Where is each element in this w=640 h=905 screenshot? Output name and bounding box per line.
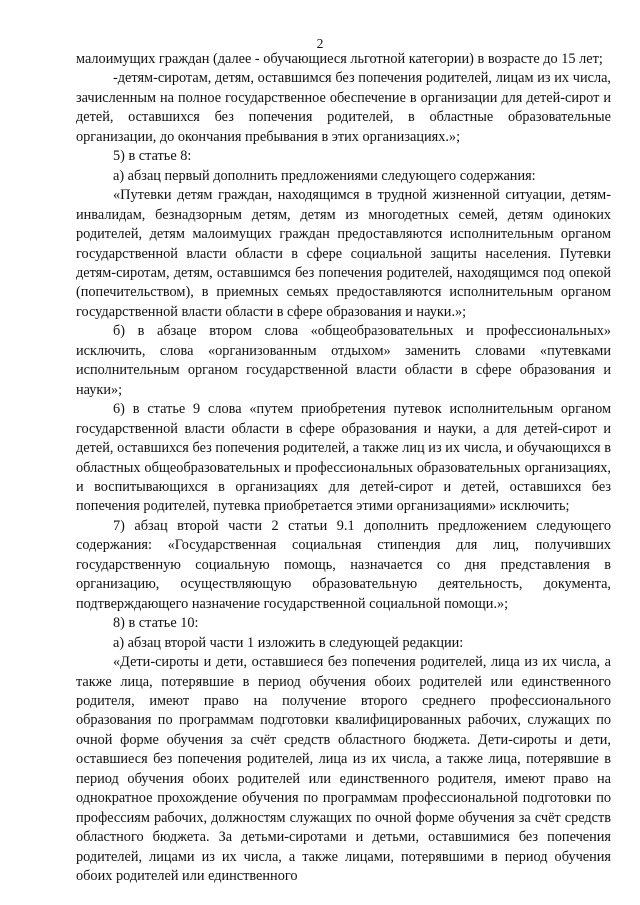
- page-number: 2: [316, 36, 324, 51]
- paragraph-low-income-continuation: малоимущих граждан (далее - обучающиеся льготной категории) в возрасте до 15 лет;: [76, 51, 603, 67]
- paragraph-item-5b: б) в абзаце втором слова «общеобразовательных и профессиональных» исключить, слова «организованным отдыхом» заменить словами «путевками исполнительным органом государственной власти области в сфере образования и науки»;: [76, 323, 611, 398]
- paragraph-item-6: 6) в статье 9 слова «путем приобретения путевок исполнительным органом государственной власти области в сфере образования и науки, а для детей-сирот и детей, оставшихся без попечения родителей, а также лиц из их числа, и обучающихся в областных общеобразовательных и профессиональных образовательных организациях, и воспитывающихся в организациях для детей-сирот и детей, оставшихся без попечения родителей, путевка приобретается этими организациями» исключить;: [76, 401, 611, 515]
- document-body: [76, 50, 611, 886]
- paragraph-item-5: 5) в статье 8:: [113, 148, 192, 165]
- paragraph-orphans-education-quote: «Дети-сироты и дети, оставшиеся без попечения родителей, лица из их числа, а также лица, потерявшие в период обучения обоих родителей или единственного родителя, имеют право на получение второго среднего профессионального образования по программам подготовки квалифицированных рабочих, служащих по очной форме обучения за счёт средств областного бюджета. Дети-сироты и дети, оставшиеся без попечения родителей, лица из их числа, а также лица, потерявшие в период обучения обоих родителей или единственного родителя, имеют право на однократное прохождение обучения по программам профессиональной подготовки по профессиям рабочих, должностям служащих по очной форме обучения за счёт средств областного бюджета. За детьми-сиротами и детьми, оставшимися без попечения родителей, лицами из их числа, а также лицами, потерявшими в период обучения обоих родителей или единственного: [76, 654, 611, 885]
- paragraph-item-5a: а) абзац первый дополнить предложениями следующего содержания:: [113, 167, 536, 184]
- paragraph-item-8: 8) в статье 10:: [113, 615, 199, 632]
- paragraph-vouchers-quote: «Путевки детям граждан, находящимся в трудной жизненной ситуации, детям-инвалидам, безнадзорным детям, детям из многодетных семей, детям одиноких родителей, детям малоимущих граждан предоставляются исполнительным органом государственной власти области в сфере социальной защиты населения. Путевки детям-сиротам, детям, оставшимся без попечения родителей, находящимся под опекой (попечительством), в приемных семьях предоставляются исполнительным органом государственной власти области в сфере образования и науки.»;: [76, 187, 611, 320]
- paragraph-orphans-item: -детям-сиротам, детям, оставшимся без попечения родителей, лицам из их числа, зачисленным на полное государственное обеспечение в организации для детей-сирот и детей, оставшихся без попечения родителей, в областные образовательные организации, до окончания пребывания в этих организациях.»;: [76, 70, 611, 145]
- paragraph-item-7: 7) абзац второй части 2 статьи 9.1 дополнить предложением следующего содержания: «Государственная социальная стипендия для лиц, получивших государственную социальную помощь, назначается со дня представления в организацию, осуществляющую образовательную деятельность, документа, подтверждающего назначение государственной социальной помощи.»;: [76, 517, 611, 612]
- paragraph-item-8a: а) абзац второй части 1 изложить в следующей редакции:: [113, 634, 464, 651]
